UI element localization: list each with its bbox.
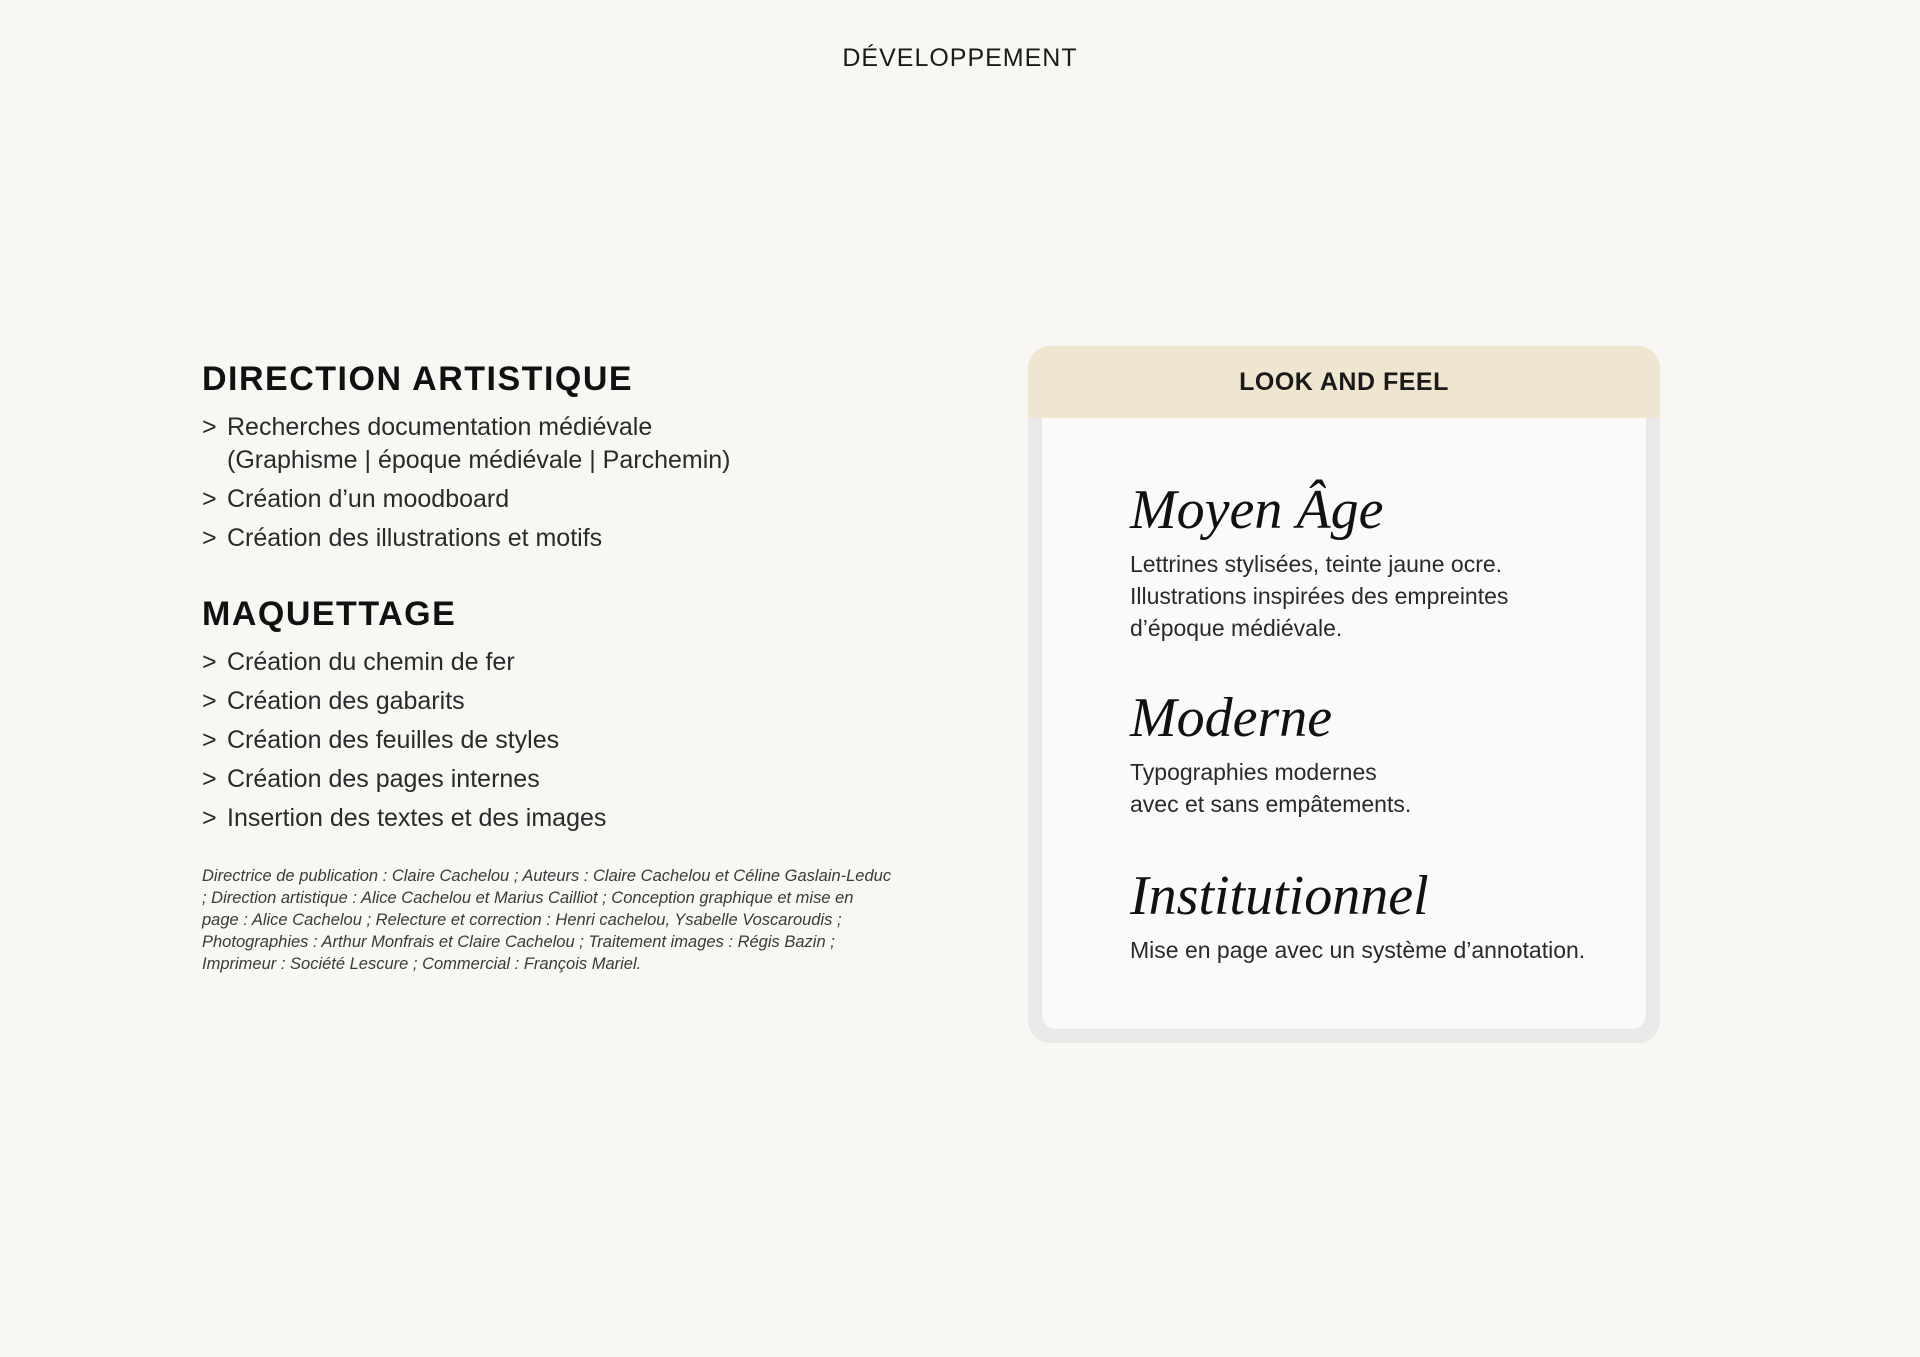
- style-description: Typographies modernes avec et sans empâtements.: [1130, 759, 1412, 817]
- look-and-feel-panel: [1028, 346, 1660, 1043]
- list-item-text: Création d’un moodboard: [227, 485, 510, 513]
- style-title: Moyen Âge: [1130, 479, 1384, 541]
- direction-list: [202, 411, 902, 555]
- publication-credits: Directrice de publication : Claire Cachelou ; Auteurs : Claire Cachelou et Céline Gaslain-Leduc ; Direction artistique : Alice Cachelou et Marius Cailliot ; Conception graphique et mise en page : Alice Cachelou ; Relecture et correction : Henri cachelou, Ysabelle Voscaroudis ; Photographies : Arthur Monfrais et Claire Cachelou ; Traitement images : Régis Bazin ; Imprimeur : Société Lescure ; Commercial : François Mariel.: [202, 867, 892, 973]
- list-item-text: Création des illustrations et motifs: [227, 524, 603, 552]
- bullet-marker: >: [202, 413, 217, 441]
- list-item-text: Création du chemin de fer: [227, 648, 515, 676]
- panel-title: LOOK AND FEEL: [1028, 346, 1660, 418]
- bullet-marker: >: [202, 726, 217, 754]
- bullet-marker: >: [202, 765, 217, 793]
- bullet-marker: >: [202, 524, 217, 552]
- style-block-moderne: [1130, 686, 1630, 820]
- list-item: [202, 802, 902, 835]
- list-item: [202, 483, 902, 516]
- list-item-text: Recherches documentation médiévale (Graphisme | époque médiévale | Parchemin): [227, 413, 731, 474]
- style-title: Moderne: [1130, 687, 1333, 749]
- maquettage-list: [202, 646, 902, 835]
- list-item-text: Création des feuilles de styles: [227, 726, 560, 754]
- section-title-maquettage: MAQUETTAGE: [202, 595, 457, 633]
- bullet-marker: >: [202, 485, 217, 513]
- list-item: [202, 522, 902, 555]
- bullet-marker: >: [202, 687, 217, 715]
- list-item-text: Création des pages internes: [227, 765, 540, 793]
- list-item: [202, 724, 902, 757]
- style-block-moyen-age: [1130, 478, 1630, 644]
- list-item-text: Création des gabarits: [227, 687, 465, 715]
- bullet-marker: >: [202, 648, 217, 676]
- list-item: [202, 685, 902, 718]
- panel-body: [1042, 418, 1646, 1029]
- left-column: [202, 360, 902, 992]
- bullet-marker: >: [202, 804, 217, 832]
- list-item: [202, 763, 902, 796]
- list-item: [202, 411, 902, 477]
- page-title: DÉVELOPPEMENT: [842, 44, 1078, 72]
- section-title-direction: DIRECTION ARTISTIQUE: [202, 360, 634, 398]
- style-block-institutionnel: [1130, 864, 1630, 966]
- list-item-text: Insertion des textes et des images: [227, 804, 607, 832]
- list-item: [202, 646, 902, 679]
- style-title: Institutionnel: [1130, 865, 1429, 927]
- style-description: Lettrines stylisées, teinte jaune ocre. Illustrations inspirées des empreintes d’époque médiévale.: [1130, 551, 1509, 641]
- style-description: Mise en page avec un système d’annotation.: [1130, 937, 1586, 963]
